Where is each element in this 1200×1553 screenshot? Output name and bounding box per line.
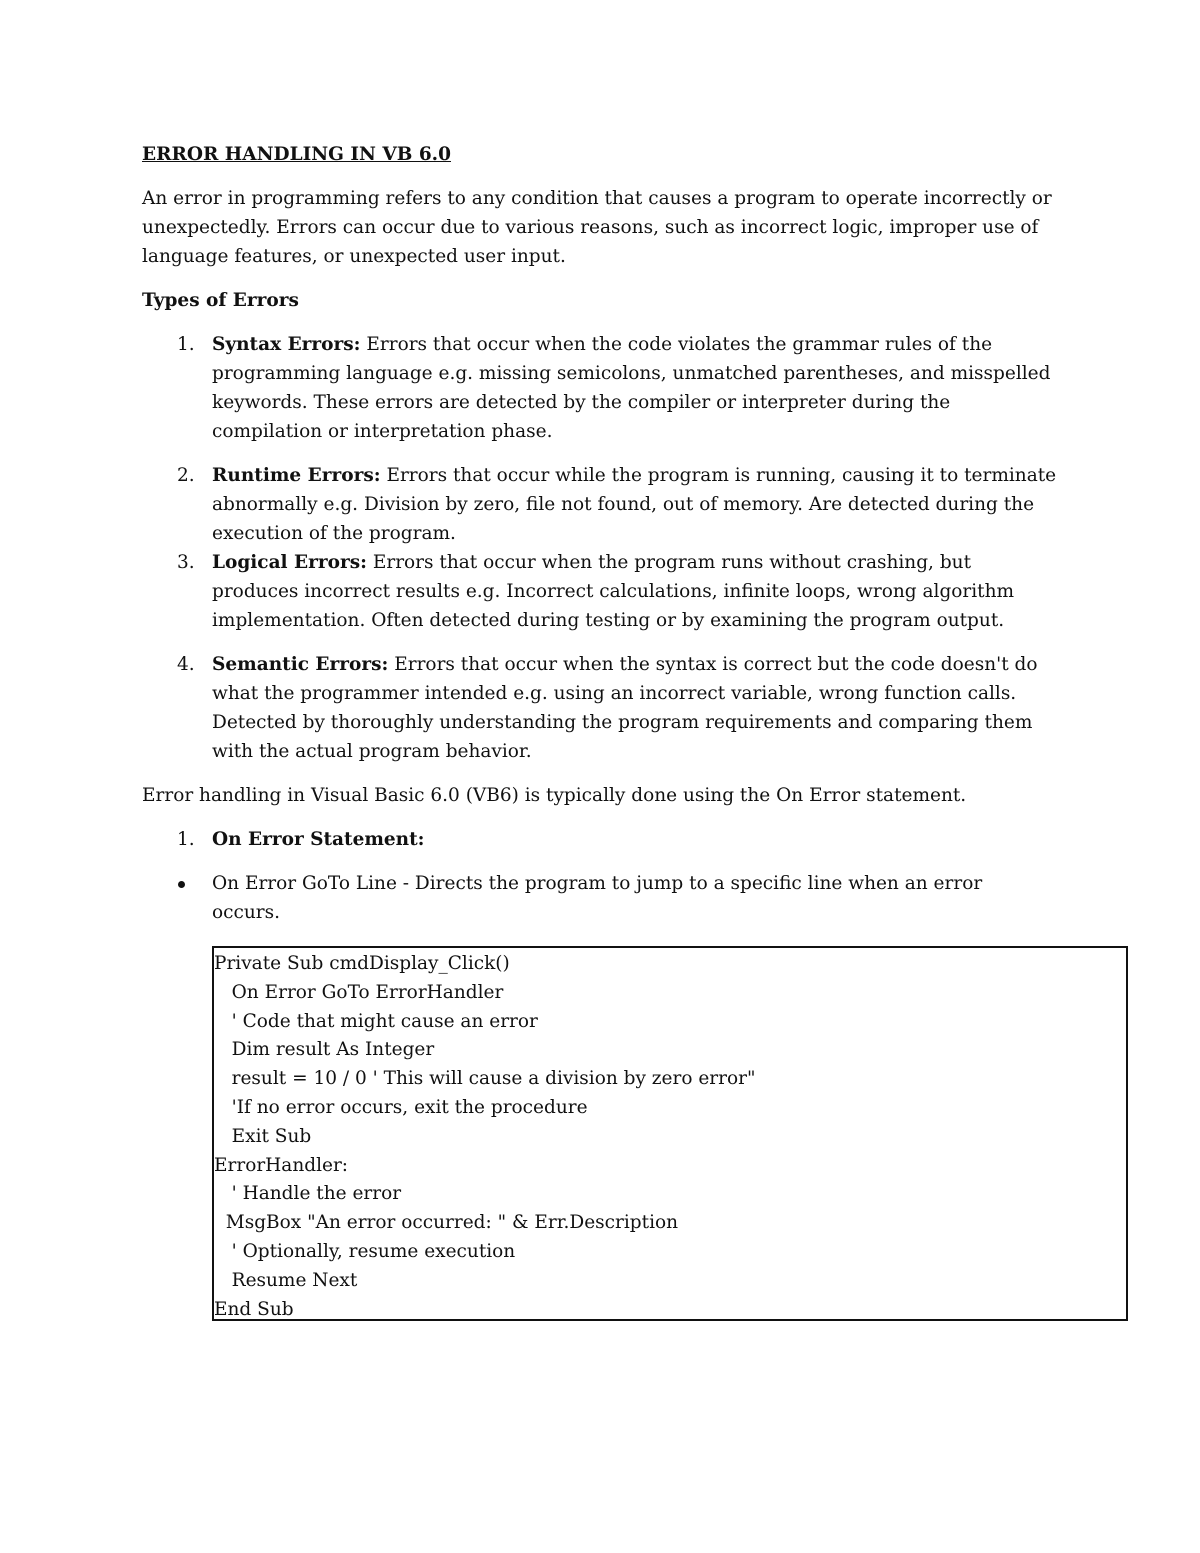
bullet-text: On Error GoTo Line - Directs the program to jump to a specific line when an error occurs. — [212, 873, 983, 923]
list-term: Logical Errors: — [212, 552, 367, 573]
document-body — [142, 140, 1072, 942]
list-number: 4. — [177, 654, 195, 675]
list-item-logical-errors — [142, 548, 1057, 635]
code-line: ErrorHandler: — [214, 1154, 349, 1176]
code-line: Private Sub cmdDisplay_Click() — [214, 953, 510, 974]
list-item-runtime-errors — [142, 461, 1057, 548]
error-types-list — [142, 330, 1072, 766]
list-item-syntax-errors — [142, 330, 1057, 446]
types-heading: Types of Errors — [142, 290, 299, 311]
code-line: 'If no error occurs, exit the procedure — [214, 1096, 588, 1118]
list-description: Errors that occur when the syntax is correct but the code doesn't do what the programmer intended e.g. using an incorrect variable, wrong function calls. Detected by thoroughly understanding the program requirements and comparing them with the actual program behavior. — [212, 654, 1038, 762]
list-item-on-error-statement — [142, 825, 1057, 854]
list-term: Semantic Errors: — [212, 654, 389, 675]
list-term: Runtime Errors: — [212, 465, 381, 486]
list-term: On Error Statement: — [212, 829, 425, 850]
list-number: 2. — [177, 465, 195, 486]
code-block — [212, 946, 1128, 1321]
document-title: ERROR HANDLING IN VB 6.0 — [142, 144, 451, 165]
code-line: ' Optionally, resume execution — [214, 1240, 516, 1262]
code-line: ' Code that might cause an error — [214, 1010, 538, 1032]
code-line: Resume Next — [214, 1269, 358, 1291]
list-term: Syntax Errors: — [212, 334, 361, 355]
list-number: 1. — [177, 829, 195, 850]
bullet-item-on-error-goto — [142, 869, 1012, 927]
list-description: Errors that occur when the code violates the grammar rules of the programming language e.g. missing semicolons, unmatched parentheses, and misspelled keywords. These errors are detected by the compiler or interpreter during the compilation or interpretation phase. — [212, 334, 1051, 442]
intro-paragraph: An error in programming refers to any condition that causes a program to operate incorrectly or unexpectedly. Errors can occur due to various reasons, such as incorrect logic, improper use of language features, or unexpected user input. — [142, 188, 1052, 267]
code-line: Dim result As Integer — [214, 1039, 435, 1061]
list-description: Errors that occur when the program runs without crashing, but produces incorrect results e.g. Incorrect calculations, infinite loops, wrong algorithm implementation. Often detected during testing or by examining the program output. — [212, 552, 1015, 631]
code-line: End Sub — [214, 1298, 294, 1320]
code-line: Exit Sub — [214, 1125, 312, 1147]
list-item-semantic-errors — [142, 650, 1057, 766]
list-number: 1. — [177, 334, 195, 355]
code-line: MsgBox "An error occurred: " & Err.Description — [214, 1212, 679, 1234]
list-description: Errors that occur while the program is running, causing it to terminate abnormally e.g. Division by zero, file not found, out of memory. Are detected during the execution of the program. — [212, 465, 1057, 544]
code-line: result = 10 / 0 ' This will cause a division by zero error" — [214, 1068, 756, 1090]
code-line: On Error GoTo ErrorHandler — [214, 981, 504, 1003]
bullet-icon — [178, 881, 185, 888]
list-number: 3. — [177, 552, 195, 573]
handling-intro-paragraph: Error handling in Visual Basic 6.0 (VB6) is typically done using the On Error statement. — [142, 785, 967, 806]
statement-list — [142, 825, 1072, 854]
code-line: ' Handle the error — [214, 1183, 402, 1205]
